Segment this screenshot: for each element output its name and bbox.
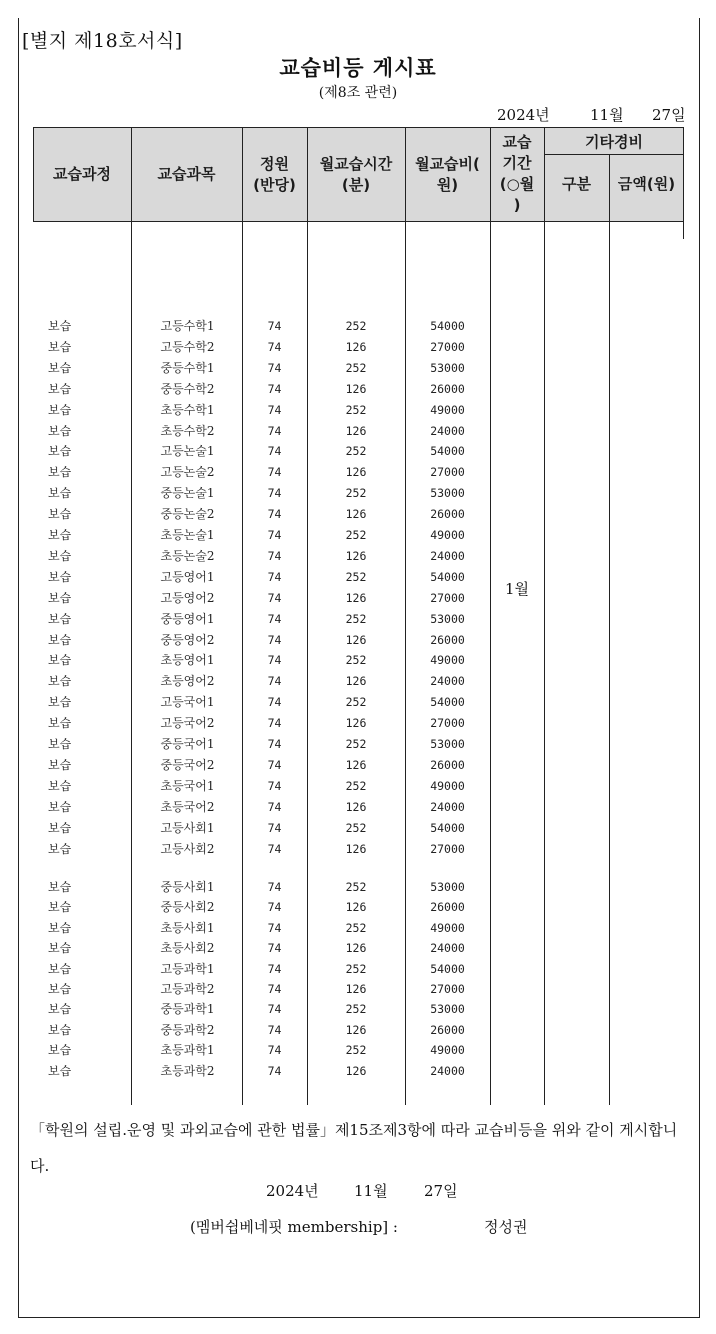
table-cell-capacity: 74 — [267, 319, 282, 333]
form-number: [별지 제18호서식] — [22, 30, 183, 52]
table-cell-course: 보습 — [48, 339, 72, 354]
table-cell-subject: 고등국어1 — [160, 695, 215, 710]
period-value: 1월 — [504, 580, 530, 598]
table-cell-capacity: 74 — [267, 486, 282, 501]
header-fee-line2: 원) — [436, 176, 459, 194]
table-cell-course: 보습 — [48, 465, 72, 480]
table-cell-fee: 49000 — [430, 528, 465, 542]
table-cell-capacity: 74 — [267, 716, 282, 731]
table-cell-course: 보습 — [48, 737, 72, 751]
table-cell-capacity: 74 — [267, 611, 282, 626]
header-period-line1: 교습 — [502, 133, 532, 151]
table-cell-course: 보습 — [48, 799, 72, 814]
table-cell-minutes: 126 — [345, 900, 367, 915]
table-cell-fee: 49000 — [430, 920, 465, 935]
table-cell-subject: 초등논술2 — [160, 548, 215, 563]
table-cell-capacity: 74 — [267, 920, 282, 935]
table-cell-fee: 53000 — [430, 611, 465, 626]
table-cell-fee: 26000 — [430, 507, 465, 522]
document-title: 교습비등 게시표 — [279, 56, 437, 80]
table-cell-subject: 고등과학1 — [160, 961, 215, 976]
table-cell-capacity: 74 — [267, 799, 282, 814]
table-cell-capacity: 74 — [267, 757, 282, 772]
table-cell-fee: 54000 — [430, 820, 465, 835]
table-cell-subject: 고등국어2 — [160, 716, 215, 731]
table-cell-fee: 26000 — [430, 900, 465, 915]
table-cell-minutes: 126 — [345, 548, 367, 563]
table-cell-course: 보습 — [48, 1063, 72, 1078]
header-subject: 교습과목 — [157, 165, 216, 183]
table-cell-subject: 초등사회1 — [160, 920, 215, 935]
table-cell-minutes: 126 — [345, 841, 367, 856]
table-cell-subject: 중등과학1 — [160, 1002, 215, 1017]
table-cell-fee: 24000 — [430, 423, 465, 438]
table-cell-capacity: 74 — [267, 339, 282, 354]
table-cell-minutes: 126 — [345, 632, 367, 647]
table-cell-fee: 49000 — [430, 402, 465, 417]
table-cell-course: 보습 — [48, 632, 72, 647]
table-cell-capacity: 74 — [267, 632, 282, 647]
table-cell-course: 보습 — [48, 941, 72, 956]
table-cell-course: 보습 — [48, 402, 72, 417]
table-cell-course: 보습 — [48, 778, 72, 793]
table-cell-fee: 53000 — [430, 737, 465, 751]
table-cell-fee: 53000 — [430, 486, 465, 501]
table-cell-fee: 27000 — [430, 590, 465, 605]
table-cell-minutes: 252 — [345, 402, 367, 417]
table-cell-subject: 고등수학1 — [160, 319, 215, 333]
column-divider — [490, 127, 491, 1105]
table-cell-subject: 중등수학1 — [160, 360, 215, 375]
table-cell-subject: 중등영어1 — [160, 611, 215, 626]
table-cell-capacity: 74 — [267, 507, 282, 522]
table-cell-minutes: 252 — [345, 961, 367, 976]
table-cell-minutes: 126 — [345, 757, 367, 772]
table-cell-fee: 26000 — [430, 1022, 465, 1037]
table-cell-fee: 24000 — [430, 548, 465, 563]
column-divider — [609, 154, 610, 1105]
table-cell-subject: 중등사회1 — [160, 880, 215, 894]
table-cell-course: 보습 — [48, 716, 72, 731]
table-cell-minutes: 252 — [345, 880, 367, 894]
header-period-line2: 기간 — [502, 154, 532, 172]
table-cell-subject: 중등국어1 — [160, 737, 215, 751]
table-cell-capacity: 74 — [267, 900, 282, 915]
table-cell-minutes: 126 — [345, 1063, 367, 1078]
table-cell-fee: 49000 — [430, 653, 465, 668]
table-cell-capacity: 74 — [267, 402, 282, 417]
table-cell-subject: 고등수학2 — [160, 339, 215, 354]
table-cell-subject: 고등논술2 — [160, 465, 215, 480]
table-cell-minutes: 126 — [345, 507, 367, 522]
table-cell-course: 보습 — [48, 1043, 72, 1058]
table-cell-fee: 24000 — [430, 674, 465, 689]
signature-name: 정성권 — [484, 1218, 528, 1236]
table-cell-capacity: 74 — [267, 961, 282, 976]
table-cell-fee: 27000 — [430, 716, 465, 731]
table-cell-capacity: 74 — [267, 569, 282, 584]
notice-text: 「학원의 설립.운영 및 과외교습에 관한 법률」제15조제3항에 따라 교습비등을 위와 같이 게시합니다. — [30, 1121, 678, 1175]
top-date-day: 27일 — [652, 106, 686, 124]
table-cell-capacity: 74 — [267, 982, 282, 996]
table-cell-subject: 중등수학2 — [160, 381, 215, 396]
table-cell-minutes: 252 — [345, 528, 367, 542]
table-cell-minutes: 252 — [345, 360, 367, 375]
header-fee-line1: 월교습비( — [415, 155, 480, 173]
top-date-month: 11월 — [590, 106, 624, 124]
table-cell-capacity: 74 — [267, 548, 282, 563]
table-cell-course: 보습 — [48, 569, 72, 584]
table-cell-minutes: 126 — [345, 465, 367, 480]
table-cell-subject: 고등영어1 — [160, 569, 215, 584]
table-cell-fee: 53000 — [430, 880, 465, 894]
table-cell-capacity: 74 — [267, 1063, 282, 1078]
table-cell-fee: 54000 — [430, 695, 465, 710]
table-cell-subject: 중등영어2 — [160, 632, 215, 647]
table-cell-course: 보습 — [48, 1022, 72, 1037]
table-cell-capacity: 74 — [267, 695, 282, 710]
table-cell-capacity: 74 — [267, 590, 282, 605]
table-cell-fee: 26000 — [430, 757, 465, 772]
table-cell-minutes: 252 — [345, 569, 367, 584]
table-cell-minutes: 126 — [345, 716, 367, 731]
table-cell-capacity: 74 — [267, 737, 282, 751]
table-cell-minutes: 252 — [345, 486, 367, 501]
table-cell-capacity: 74 — [267, 1022, 282, 1037]
table-cell-subject: 고등영어2 — [160, 590, 215, 605]
table-cell-subject: 초등수학2 — [160, 423, 215, 438]
table-cell-minutes: 252 — [345, 1043, 367, 1058]
table-cell-capacity: 74 — [267, 381, 282, 396]
header-period-line3: (○월 — [499, 175, 535, 193]
bottom-date-day: 27일 — [424, 1182, 458, 1200]
table-cell-course: 보습 — [48, 423, 72, 438]
table-cell-minutes: 126 — [345, 381, 367, 396]
table-cell-minutes: 126 — [345, 590, 367, 605]
table-cell-capacity: 74 — [267, 1002, 282, 1017]
other-costs-divider — [544, 154, 684, 155]
table-cell-course: 보습 — [48, 880, 72, 894]
table-cell-fee: 27000 — [430, 841, 465, 856]
table-cell-minutes: 252 — [345, 1002, 367, 1017]
table-cell-capacity: 74 — [267, 444, 282, 459]
table-cell-fee: 24000 — [430, 799, 465, 814]
column-divider — [544, 127, 545, 1105]
column-divider — [131, 127, 132, 1105]
table-cell-minutes: 252 — [345, 611, 367, 626]
table-cell-fee: 53000 — [430, 360, 465, 375]
table-cell-capacity: 74 — [267, 778, 282, 793]
table-cell-course: 보습 — [48, 900, 72, 915]
table-cell-subject: 중등논술1 — [160, 486, 215, 501]
table-cell-fee: 26000 — [430, 381, 465, 396]
table-cell-course: 보습 — [48, 319, 72, 333]
table-cell-fee: 27000 — [430, 982, 465, 996]
table-cell-capacity: 74 — [267, 880, 282, 894]
table-cell-subject: 중등사회2 — [160, 900, 215, 915]
table-cell-subject: 초등사회2 — [160, 941, 215, 956]
table-cell-fee: 53000 — [430, 1002, 465, 1017]
table-cell-fee: 26000 — [430, 632, 465, 647]
table-cell-capacity: 74 — [267, 528, 282, 542]
top-date-year: 2024년 — [497, 106, 550, 124]
table-cell-capacity: 74 — [267, 465, 282, 480]
table-cell-course: 보습 — [48, 961, 72, 976]
table-cell-subject: 중등국어2 — [160, 757, 215, 772]
table-cell-fee: 54000 — [430, 569, 465, 584]
table-cell-fee: 54000 — [430, 961, 465, 976]
table-cell-course: 보습 — [48, 507, 72, 522]
table-cell-capacity: 74 — [267, 1043, 282, 1058]
table-cell-minutes: 252 — [345, 653, 367, 668]
table-cell-fee: 24000 — [430, 941, 465, 956]
table-cell-subject: 중등논술2 — [160, 507, 215, 522]
table-cell-minutes: 126 — [345, 423, 367, 438]
table-cell-fee: 49000 — [430, 778, 465, 793]
table-cell-course: 보습 — [48, 486, 72, 501]
table-cell-subject: 고등논술1 — [160, 444, 215, 459]
table-cell-course: 보습 — [48, 653, 72, 668]
table-cell-course: 보습 — [48, 528, 72, 542]
table-cell-capacity: 74 — [267, 820, 282, 835]
table-cell-capacity: 74 — [267, 674, 282, 689]
header-hours-line2: (분) — [341, 176, 371, 194]
table-cell-fee: 54000 — [430, 444, 465, 459]
table-cell-course: 보습 — [48, 674, 72, 689]
table-cell-course: 보습 — [48, 381, 72, 396]
table-cell-course: 보습 — [48, 1002, 72, 1017]
header-other-type: 구분 — [562, 175, 591, 193]
table-cell-minutes: 252 — [345, 778, 367, 793]
table-cell-capacity: 74 — [267, 653, 282, 668]
table-cell-course: 보습 — [48, 444, 72, 459]
table-cell-fee: 24000 — [430, 1063, 465, 1078]
table-cell-course: 보습 — [48, 982, 72, 996]
table-cell-course: 보습 — [48, 920, 72, 935]
table-cell-subject: 초등영어2 — [160, 674, 215, 689]
table-cell-subject: 고등과학2 — [160, 982, 215, 996]
table-cell-minutes: 126 — [345, 1022, 367, 1037]
header-hours-line1: 월교습시간 — [319, 155, 393, 173]
table-cell-course: 보습 — [48, 611, 72, 626]
table-cell-minutes: 126 — [345, 799, 367, 814]
table-cell-fee: 27000 — [430, 339, 465, 354]
table-cell-course: 보습 — [48, 360, 72, 375]
signature-label: (멤버쉽베네핏 membership] : — [190, 1218, 398, 1236]
table-cell-subject: 초등국어2 — [160, 799, 215, 814]
table-cell-subject: 고등사회1 — [160, 820, 215, 835]
header-other-costs: 기타경비 — [585, 133, 643, 151]
table-cell-fee: 54000 — [430, 319, 465, 333]
table-cell-fee: 49000 — [430, 1043, 465, 1058]
table-cell-subject: 초등과학2 — [160, 1063, 215, 1078]
header-period-line4: ) — [513, 196, 521, 214]
table-cell-subject: 고등사회2 — [160, 841, 215, 856]
table-cell-course: 보습 — [48, 548, 72, 563]
table-cell-minutes: 126 — [345, 674, 367, 689]
header-capacity-line1: 정원 — [260, 155, 289, 173]
table-cell-capacity: 74 — [267, 360, 282, 375]
table-cell-minutes: 126 — [345, 982, 367, 996]
table-cell-minutes: 126 — [345, 941, 367, 956]
table-cell-course: 보습 — [48, 695, 72, 710]
header-other-amount: 금액(원) — [617, 175, 676, 193]
table-cell-capacity: 74 — [267, 423, 282, 438]
table-cell-minutes: 252 — [345, 695, 367, 710]
table-cell-subject: 초등과학1 — [160, 1043, 215, 1058]
table-cell-subject: 초등논술1 — [160, 528, 215, 542]
table-cell-capacity: 74 — [267, 841, 282, 856]
header-capacity-line2: (반당) — [253, 176, 296, 194]
table-cell-subject: 초등국어1 — [160, 778, 215, 793]
table-cell-subject: 초등수학1 — [160, 402, 215, 417]
document-subtitle: (제8조 관련) — [318, 85, 398, 101]
table-cell-course: 보습 — [48, 757, 72, 772]
table-cell-minutes: 252 — [345, 444, 367, 459]
table-cell-minutes: 252 — [345, 920, 367, 935]
table-cell-course: 보습 — [48, 841, 72, 856]
bottom-date-month: 11월 — [354, 1182, 388, 1200]
table-cell-minutes: 126 — [345, 339, 367, 354]
table-cell-fee: 27000 — [430, 465, 465, 480]
table-cell-subject: 초등영어1 — [160, 653, 215, 668]
table-cell-minutes: 252 — [345, 820, 367, 835]
header-course: 교습과정 — [53, 165, 111, 183]
table-cell-minutes: 252 — [345, 319, 367, 333]
table-cell-course: 보습 — [48, 590, 72, 605]
table-cell-subject: 중등과학2 — [160, 1022, 215, 1037]
table-cell-capacity: 74 — [267, 941, 282, 956]
table-cell-minutes: 252 — [345, 737, 367, 751]
table-cell-course: 보습 — [48, 820, 72, 835]
bottom-date-year: 2024년 — [266, 1182, 319, 1200]
